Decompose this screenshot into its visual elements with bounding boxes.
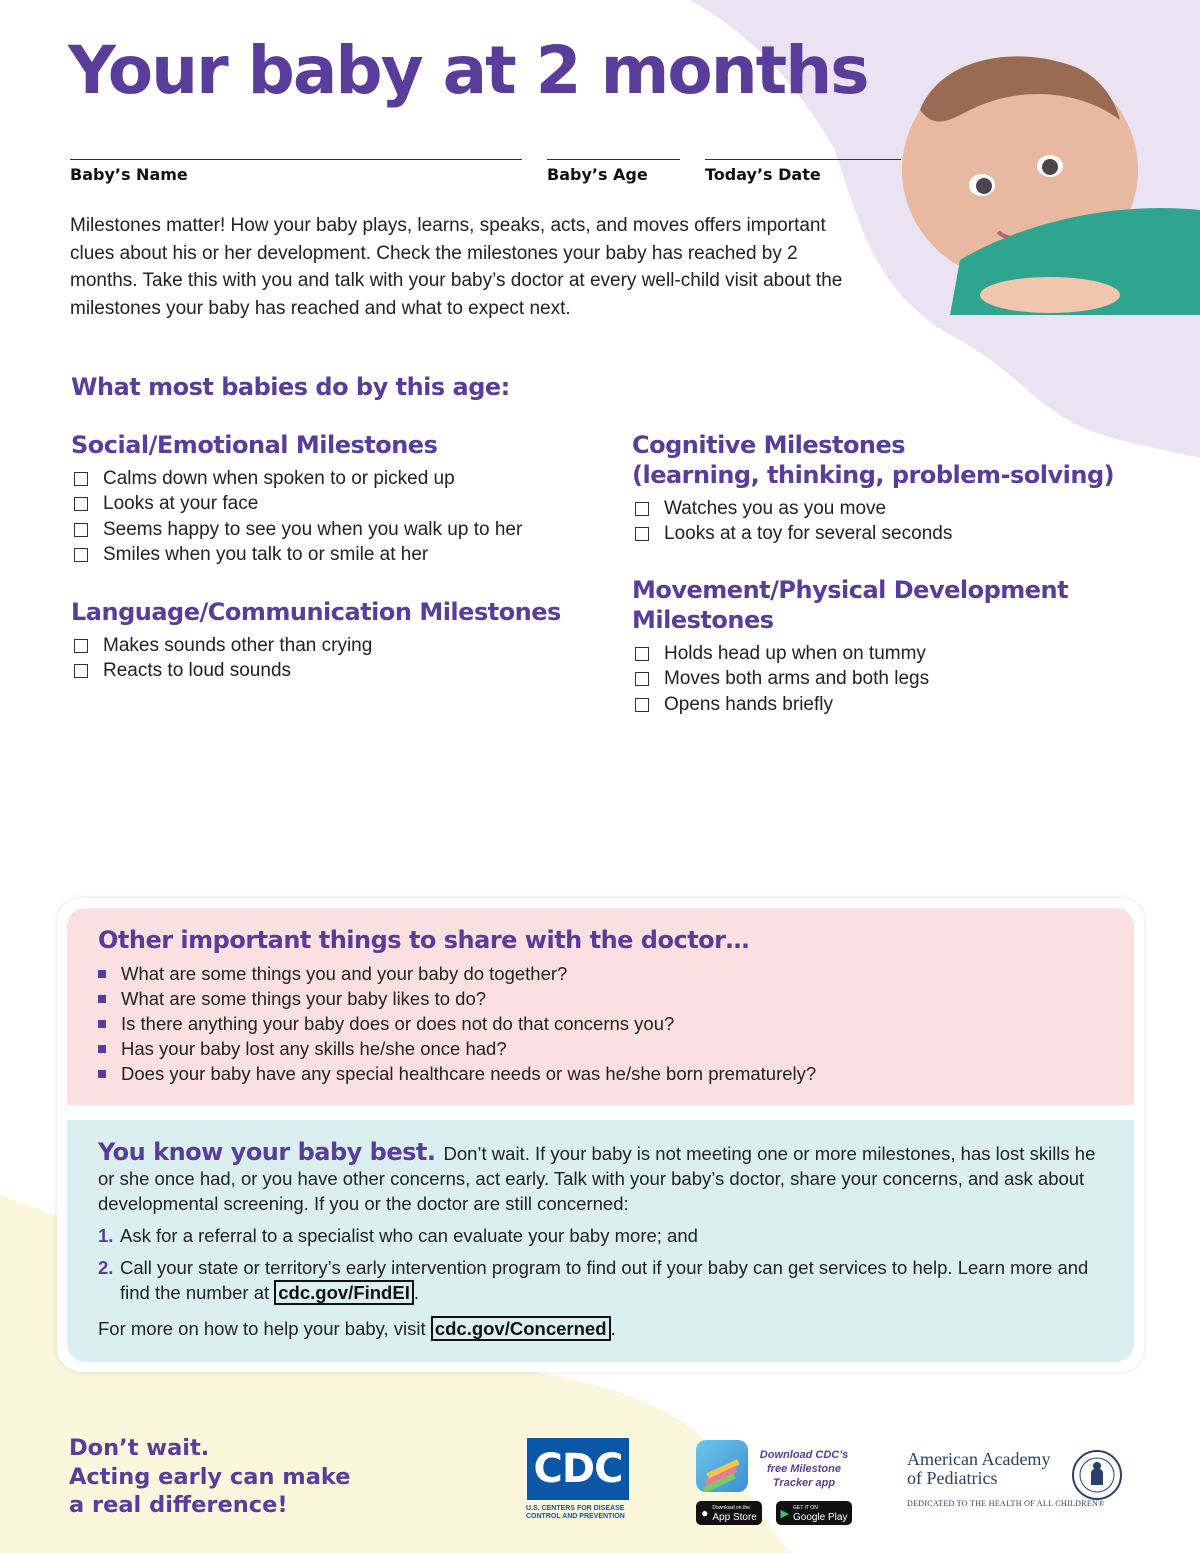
baby-age-label: Baby’s Age: [547, 165, 648, 184]
step-2: 2. Call your state or territory’s early intervention program to find out if your baby can get services to help. Learn more and find the number at cdc.gov/FindEI .: [98, 1257, 1089, 1303]
baby-photo: [900, 50, 1200, 315]
list-item: What are some things your baby likes to do?: [98, 986, 816, 1011]
checklist-item[interactable]: Seems happy to see you when you walk up to her: [71, 517, 591, 543]
more-info: For more on how to help your baby, visit cdc.gov/Concerned .: [98, 1318, 616, 1339]
know-your-baby-card: [67, 1120, 1134, 1362]
list-item: Is there anything your baby does or does not do that concerns you?: [98, 1011, 816, 1036]
bullet-icon: [98, 1020, 106, 1028]
language-section: [71, 597, 591, 684]
list-item: Has your baby lost any skills he/she once had?: [98, 1036, 816, 1061]
checkbox[interactable]: [74, 472, 88, 486]
bullet-icon: [98, 995, 106, 1003]
google-play-badge[interactable]: ▶ GET IT ON Google Play: [776, 1501, 852, 1525]
bullet-icon: [98, 970, 106, 978]
baby-name-field[interactable]: [70, 159, 522, 184]
checkbox[interactable]: [74, 497, 88, 511]
cognitive-section: [632, 430, 1152, 547]
aap-logo: American Academy of Pediatrics DEDICATED TO THE HEALTH OF ALL CHILDREN®: [907, 1449, 1105, 1508]
checkbox[interactable]: [74, 639, 88, 653]
baby-name-label: Baby’s Name: [70, 165, 188, 184]
cognitive-subheading: (learning, thinking, problem-solving): [632, 461, 1115, 489]
checklist-item[interactable]: Moves both arms and both legs: [632, 667, 1152, 693]
checklist-item[interactable]: Makes sounds other than crying: [71, 633, 591, 659]
checkbox[interactable]: [74, 523, 88, 537]
checklist-item[interactable]: Holds head up when on tummy: [632, 641, 1152, 667]
language-heading: Language/Communication Milestones: [71, 598, 561, 626]
todays-date-label: Today’s Date: [705, 165, 821, 184]
footer-tagline: Don’t wait. Acting early can make a real difference!: [69, 1435, 351, 1518]
app-promo-text: Download CDC’s free Milestone Tracker app: [759, 1449, 849, 1489]
other-things-card: [67, 908, 1134, 1105]
checklist-item[interactable]: Reacts to loud sounds: [71, 659, 591, 685]
bullet-icon: [98, 1045, 106, 1053]
checklist-item[interactable]: Looks at a toy for several seconds: [632, 522, 1152, 548]
checkbox[interactable]: [74, 548, 88, 562]
play-icon: ▶: [780, 1507, 789, 1520]
step-1: 1. Ask for a referral to a specialist who can evaluate your baby more; and: [98, 1225, 698, 1246]
app-store-badge[interactable]: ● Download on the App Store: [696, 1501, 762, 1525]
baby-age-field[interactable]: [547, 159, 680, 184]
cdc-logo: CDC U.S. CENTERS FOR DISEASE CONTROL AND PREVENTION: [526, 1437, 630, 1521]
checklist-item[interactable]: Watches you as you move: [632, 496, 1152, 522]
checkbox[interactable]: [635, 698, 649, 712]
movement-heading: Movement/Physical Development: [632, 576, 1069, 604]
aap-seal-icon: [1071, 1449, 1123, 1501]
checklist-item[interactable]: Smiles when you talk to or smile at her: [71, 543, 591, 569]
list-item: What are some things you and your baby do together?: [98, 961, 816, 986]
checkbox[interactable]: [635, 672, 649, 686]
movement-heading-line2: Milestones: [632, 606, 774, 634]
section-heading: What most babies do by this age:: [71, 373, 510, 401]
list-item: Does your baby have any special healthcare needs or was he/she born prematurely?: [98, 1061, 816, 1086]
other-things-heading: Other important things to share with the doctor…: [98, 926, 749, 954]
checkbox[interactable]: [635, 647, 649, 661]
know-text: Don’t wait. If your baby is not meeting one or more milestones, has lost skills he or she once had, or you have other concerns, act early. Talk with your baby’s doctor, share your concerns, and ask about developmental screening. If you or the doctor are still concerned:: [98, 1143, 1096, 1214]
page-title: Your baby at 2 months: [68, 32, 868, 109]
movement-section: [632, 575, 1152, 718]
know-heading: You know your baby best.: [98, 1138, 436, 1166]
social-emotional-section: [71, 430, 591, 568]
findei-link[interactable]: cdc.gov/FindEI: [274, 1280, 414, 1305]
todays-date-field[interactable]: [705, 159, 901, 184]
bullet-icon: [98, 1070, 106, 1078]
social-emotional-heading: Social/Emotional Milestones: [71, 431, 438, 459]
checklist-item[interactable]: Looks at your face: [71, 492, 591, 518]
checkbox[interactable]: [635, 527, 649, 541]
apple-icon: ●: [701, 1506, 709, 1520]
checklist-item[interactable]: Calms down when spoken to or picked up: [71, 466, 591, 492]
concerned-link[interactable]: cdc.gov/Concerned: [431, 1316, 611, 1341]
checkbox[interactable]: [74, 664, 88, 678]
cognitive-heading: Cognitive Milestones: [632, 431, 906, 459]
checkbox[interactable]: [635, 502, 649, 516]
intro-paragraph: Milestones matter! How your baby plays, learns, speaks, acts, and moves offers important clues about his or her development. Check the milestones your baby has reached by 2 months. Take this with you and talk with your baby’s doctor at every well-child visit about the milestones your baby has reached and what to expect next.: [70, 215, 843, 319]
milestone-app-icon[interactable]: [696, 1440, 748, 1492]
checklist-item[interactable]: Opens hands briefly: [632, 692, 1152, 718]
